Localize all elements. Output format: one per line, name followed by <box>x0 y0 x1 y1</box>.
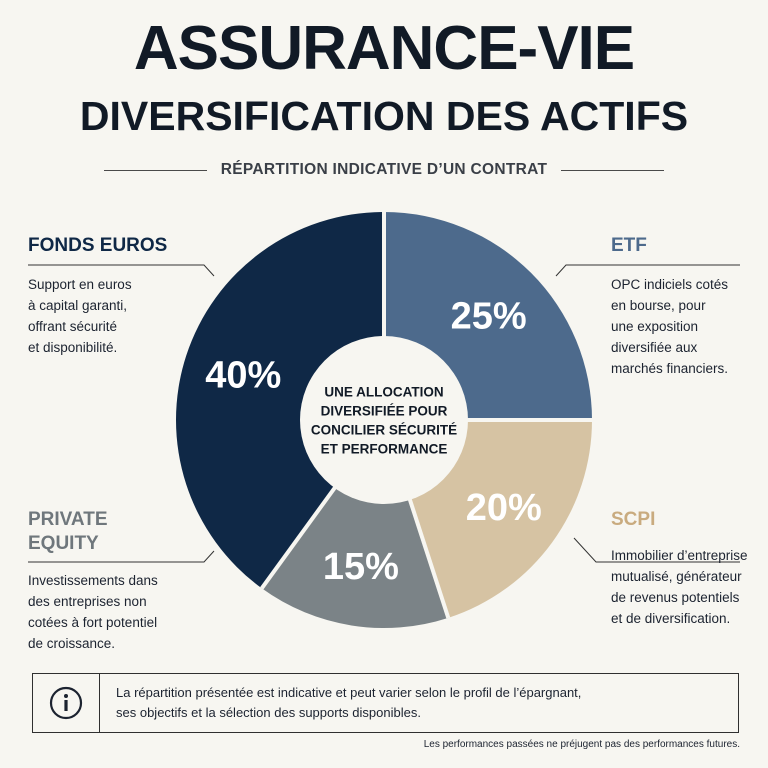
fonds-euros-description <box>28 274 132 358</box>
desc-line: Support en euros <box>28 277 132 292</box>
slice-label-scpi: 20% <box>465 486 542 529</box>
private-equity-title <box>28 508 108 556</box>
fonds-euros-title: FONDS EUROS <box>28 235 168 256</box>
info-note-text <box>100 674 597 732</box>
desc-line: cotées à fort potentiel <box>28 615 158 630</box>
desc-line: marchés financiers. <box>611 361 729 376</box>
note-line: La répartition présentée est indicative et peut varier selon le profil de l’épargnant, <box>116 685 582 700</box>
desc-line: en bourse, pour <box>611 298 706 313</box>
info-icon <box>48 685 84 721</box>
desc-line: mutualisé, générateur <box>611 569 742 584</box>
slice-label-fonds-euros: 40% <box>205 354 282 397</box>
scpi-title: SCPI <box>611 509 656 530</box>
desc-line: de croissance. <box>28 636 116 651</box>
desc-line: à capital garanti, <box>28 298 128 313</box>
desc-line: une exposition <box>611 319 699 334</box>
center-text-line: DIVERSIFIÉE POUR <box>320 403 448 419</box>
disclaimer: Les performances passées ne préjugent pas des performances futures. <box>423 739 740 750</box>
scpi-description <box>611 545 748 629</box>
desc-line: de revenus potentiels <box>611 590 740 605</box>
desc-line: des entreprises non <box>28 594 147 609</box>
donut-hole <box>300 336 468 504</box>
center-text-line: ET PERFORMANCE <box>320 441 448 457</box>
note-line: ses objectifs et la sélection des supports disponibles. <box>116 705 421 720</box>
center-text-line: UNE ALLOCATION <box>324 384 444 400</box>
desc-line: offrant sécurité <box>28 319 118 334</box>
slice-label-private-equity: 15% <box>322 546 399 589</box>
center-text-line: CONCILIER SÉCURITÉ <box>310 422 458 438</box>
desc-line: Immobilier d’entreprise <box>611 548 748 563</box>
section-subtitle: RÉPARTITION INDICATIVE D’UN CONTRAT <box>220 161 548 178</box>
slice-label-etf: 25% <box>450 295 527 338</box>
etf-description <box>611 274 728 379</box>
title-line: PRIVATE <box>28 509 108 530</box>
title-line: EQUITY <box>28 533 99 554</box>
main-title: ASSURANCE-VIE <box>133 14 635 83</box>
desc-line: Investissements dans <box>28 573 158 588</box>
desc-line: OPC indiciels cotés <box>611 277 729 292</box>
desc-line: et disponibilité. <box>28 340 118 355</box>
private-equity-description <box>28 570 158 654</box>
info-note <box>32 673 739 733</box>
desc-line: diversifiée aux <box>611 340 698 355</box>
etf-title: ETF <box>611 235 647 256</box>
desc-line: et de diversification. <box>611 611 731 626</box>
info-icon-cell <box>33 674 100 732</box>
main-subtitle: DIVERSIFICATION DES ACTIFS <box>79 93 689 139</box>
